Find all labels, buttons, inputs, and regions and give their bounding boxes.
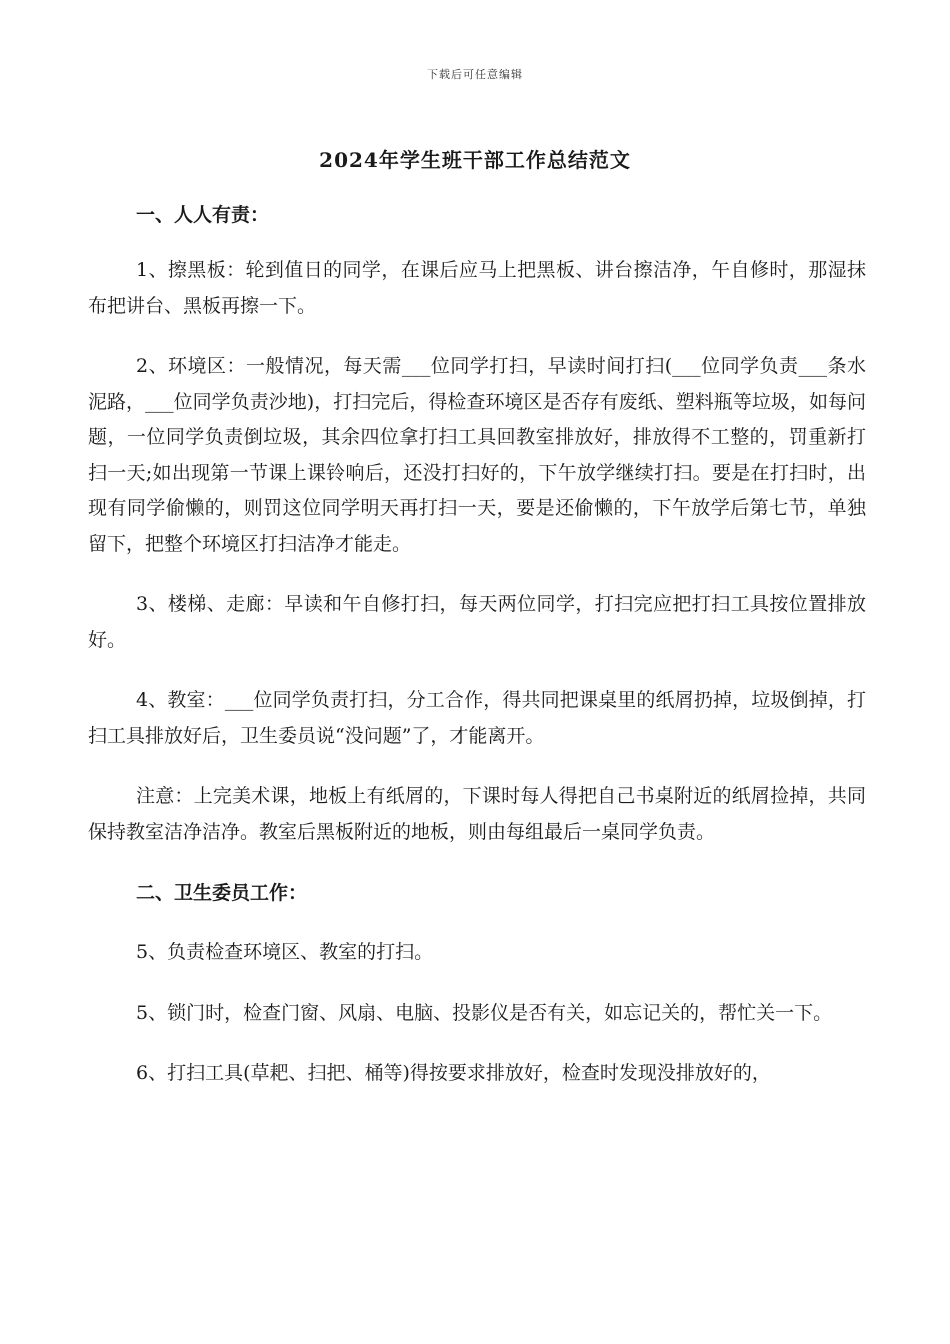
paragraph-2-3: 6、打扫工具(草耙、扫把、桶等)得按要求排放好，检查时发现没排放好的， — [136, 1062, 771, 1084]
paragraph-2-2: 5、锁门时，检查门窗、风扇、电脑、投影仪是否有关，如忘记关的，帮忙关一下。 — [136, 1001, 833, 1024]
header-note: 下载后可任意编辑 — [427, 68, 523, 81]
paragraph-1-3: 3、楼梯、走廊：早读和午自修打扫，每天两位同学，打扫完应把打扫工具按位置排放好。 — [88, 593, 866, 651]
section-heading-2: 二、卫生委员工作： — [136, 882, 308, 904]
paragraph-1-1: 1、擦黑板：轮到值日的同学，在课后应马上把黑板、讲台擦洁净，午自修时，那湿抹布把讲台、黑板再擦一下。 — [88, 259, 866, 317]
paragraph-2-1: 5、负责检查环境区、教室的打扫。 — [136, 941, 434, 963]
document-body — [88, 200, 866, 1092]
section-heading-1: 一、人人有责： — [136, 204, 270, 226]
paragraph-1-4: 4、教室：___位同学负责打扫，分工合作，得共同把课桌里的纸屑扔掉，垃圾倒掉，打扫工具排放好后，卫生委员说“没问题”了，才能离开。 — [88, 689, 866, 747]
page-title: 2024年学生班干部工作总结范文 — [319, 148, 631, 172]
paragraph-1-2: 2、环境区：一般情况，每天需___位同学打扫，早读时间打扫(___位同学负责___条水泥路，___位同学负责沙地)，打扫完后，得检查环境区是否存有废纸、塑料瓶等垃圾，如每问题，一位同学负责倒垃圾，其余四位拿打扫工具回教室排放好，排放得不工整的，罚重新打扫一天;如出现第一节课上课铃响后，还没打扫好的，下午放学继续打扫。要是在打扫时，出现有同学偷懒的，则罚这位同学明天再打扫一天，要是还偷懒的，下午放学后第七节，单独留下，把整个环境区打扫洁净才能走。 — [88, 355, 866, 555]
paragraph-1-5: 注意：上完美术课，地板上有纸屑的，下课时每人得把自己书桌附近的纸屑捡掉，共同保持教室洁净洁净。教室后黑板附近的地板，则由每组最后一桌同学负责。 — [88, 785, 866, 843]
